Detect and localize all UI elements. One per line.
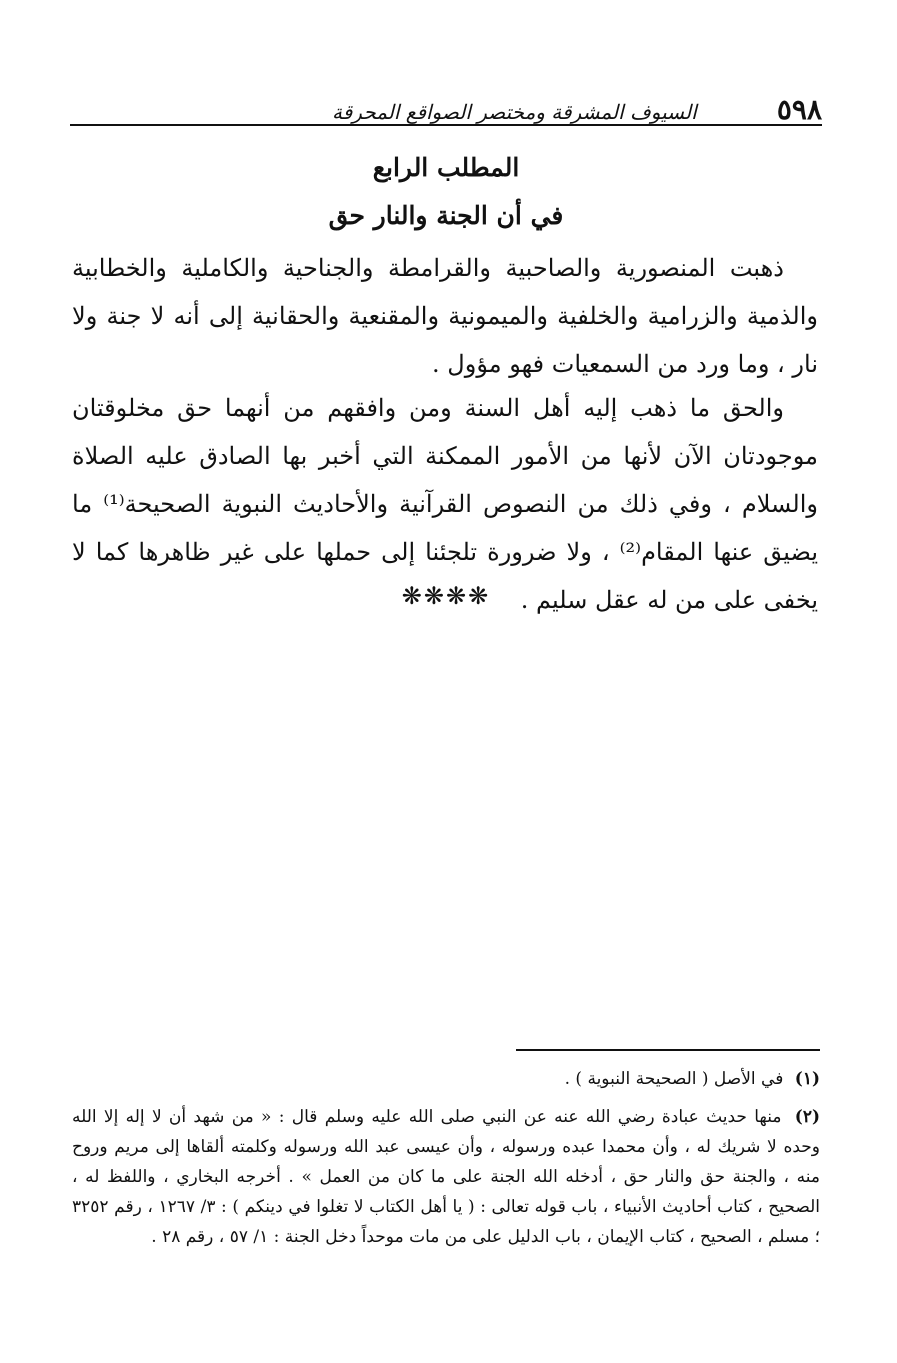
page-number: ٥٩٨: [776, 93, 822, 126]
body-paragraph-1: ذهبت المنصورية والصاحبية والقرامطة والجناحية والكاملية والخطابية والذمية والزرامية والخلفية والميمونية والمقنعية والحقانية إلى أنه لا جنة ولا نار ، وما ورد من السمعيات فهو مؤول .: [72, 254, 818, 378]
footnote-rule: [516, 1049, 820, 1051]
footnote-text: منها حديث عبادة رضي الله عنه عن النبي صلى الله عليه وسلم قال : « من شهد أن لا إله إلا الله وحده لا شريك له ، وأن محمدا عبده ورسوله ، وأن عيسى عبد الله ورسوله وكلمته ألقاها إلى مريم وروح منه ، والجنة حق والنار حق ، أدخله الله الجنة على ما كان من العمل » . أخرجه البخاري ، واللفظ له ، الصحيح ، كتاب أحاديث الأنبياء ، باب قوله تعالى : ( يا أهل الكتاب لا تغلوا في دينكم ) : ٣/ ١٢٦٧ ، رقم ٣٢٥٢ ؛ مسلم ، الصحيح ، كتاب الإيمان ، باب الدليل على من مات موحداً دخل الجنة : ١/ ٥٧ ، رقم ٢٨ .: [72, 1107, 820, 1247]
section-heading: المطلب الرابع: [372, 153, 520, 182]
footnote-number: (٢): [794, 1107, 821, 1127]
footnote-1: [72, 1064, 820, 1094]
header-rule: [70, 124, 822, 126]
footnote-number: (١): [794, 1069, 820, 1089]
page-header: [70, 92, 822, 128]
section-subheading: في أن الجنة والنار حق: [328, 201, 564, 230]
body-paragraph-2: والحق ما ذهب إليه أهل السنة ومن وافقهم من أنهما حق مخلوقتان موجودتان الآن لأنها من الأمور الممكنة التي أخبر بها الصادق عليه الصلاة والسلام ، وفي ذلك من النصوص القرآنية والأحاديث النبوية الصحيحة⁽¹⁾ ما يضيق عنها المقام⁽²⁾ ، ولا ضرورة تلجئنا إلى حملها على غير ظاهرها كما لا يخفى على من له عقل سليم .: [72, 394, 818, 614]
section-separator: ❋❋❋❋: [401, 582, 491, 610]
footnote-2: [72, 1102, 820, 1252]
running-title: السيوف المشرقة ومختصر الصواقع المحرقة: [332, 100, 697, 124]
footnote-text: في الأصل ( الصحيحة النبوية ) .: [564, 1069, 784, 1089]
